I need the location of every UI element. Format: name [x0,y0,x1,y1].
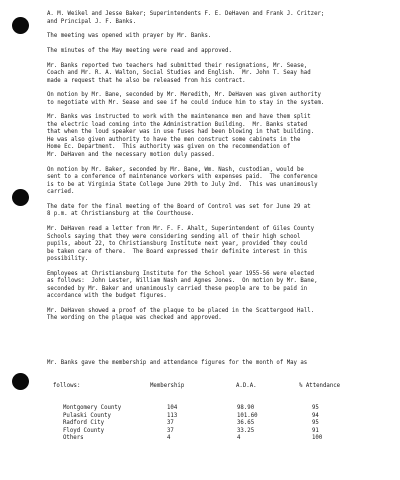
text-line: possibility. [47,256,89,262]
intro-continuation: follows: [53,382,81,389]
text-line: be taken care of there. The Board expressed their definite interest in this [47,248,308,255]
table-cell: 36.65 [237,420,255,427]
text-line: Schools saying that they were considering sending all of their high school [47,233,301,240]
table-cell: Radford City [63,420,105,427]
text-line: Home Ec. Department. This authority was given on the recommendation of [47,144,291,151]
text-line: 8 p.m. at Christiansburg at the Courthouse. [47,211,195,218]
text-line: The wording on the plaque was checked and approved. [47,315,222,322]
text-line: seconded by Mr. Baker and unanimously carried these people are to be paid in [47,285,308,292]
table-cell: 91 [312,427,319,434]
text-line: On motion by Mr. Bane, seconded by Mr. Meredith, Mr. DeHaven was given authority [47,92,321,99]
table-cell: 113 [167,412,178,419]
paragraph [47,114,397,159]
paragraph [47,167,397,197]
text-line: A. M. Weikel and Jesse Baker; Superintendents F. E. DeHaven and Frank J. Critzer; [47,11,325,17]
paragraph [47,33,397,41]
punch-hole [12,17,29,34]
text-line: accordance with the budget figures. [47,293,167,300]
paragraph [47,11,397,26]
text-line: The minutes of the May meeting were read and approved. [47,47,232,54]
table-cell: 33.25 [237,427,255,434]
table-cell: Floyd County [63,427,105,434]
table-cell: 4 [237,435,241,442]
text-line: Mr. Banks gave the membership and attendance figures for the month of May as [47,360,308,367]
paragraph [47,271,397,301]
text-line: the electric load coming into the Administration Building. Mr. Banks stated [47,121,308,128]
paragraph [47,63,397,86]
paragraph [47,92,397,107]
column-header: A.D.A. [236,382,257,389]
text-line: and Principal J. F. Banks. [47,18,137,25]
punch-hole [12,189,29,206]
table-row [47,435,397,443]
text-line: pupils, about 22, to Christiansburg Institute next year, provided they could [47,241,308,247]
text-line: Mr. DeHaven and the necessary motion duly passed. [47,151,215,158]
column-header: % Attendance [299,382,341,389]
text-line: He was also given authority to have the men construct some cabinets in the [47,136,301,143]
text-line: Coach and Mr. R. A. Walton, Social Studies and English. Mr. John T. Seay had [47,70,311,77]
paragraph [47,226,397,264]
text-line: The meeting was opened with prayer by Mr. Banks. [47,33,212,40]
punch-hole [12,373,29,390]
table-cell: 95 [312,405,319,412]
text-line: as follows: John Lester, William Nash and Agnes Jones. On motion by Mr. Bane, [47,278,318,285]
table-cell: 95 [312,420,319,427]
text-line: that when the loud speaker was in use fuses had been blowing in that building. [47,129,315,136]
table-cell: 37 [167,420,174,427]
table-cell: 100 [312,435,323,442]
table-header [47,383,397,391]
text-line: to negotiate with Mr. Sease and see if he could induce him to stay in the system. [47,99,325,106]
table-cell: Pulaski County [63,412,111,419]
paragraph [47,308,397,323]
table-cell: Montgomery County [63,405,122,412]
table-cell: 104 [167,405,178,412]
text-line: Mr. DeHaven read a letter from Mr. F. F. Ahalt, Superintendent of Giles County [47,226,315,232]
text-line: Employees at Christiansburg Institute for the School year 1955-56 were elected [47,270,315,277]
text-line: Mr. Banks was instructed to work with the maintenance men and have them split [47,114,311,121]
table-cell: 101.60 [237,412,258,419]
text-line: On motion by Mr. Baker, seconded by Mr. Bane, Wm. Nash, custodian, would be [47,166,304,173]
table-row [47,413,397,421]
attendance-section [47,345,397,458]
minutes-text [47,0,397,480]
text-line: is to be at Virginia State College June 29th to July 2nd. This was unanimously [47,181,318,188]
text-line: The date for the final meeting of the Board of Control was set for June 29 at [47,203,311,210]
text-line: made a request that he also be released from his contract. [47,77,246,84]
text-line: Mr. DeHaven showed a proof of the plaque to be placed in the Scattergood Hall. [47,307,315,314]
table-row [47,428,397,436]
table-row [47,405,397,413]
table-cell: 94 [312,412,319,419]
table-row [47,420,397,428]
table-cell: 98.90 [237,405,255,412]
table-cell: 37 [167,427,174,434]
column-header: Membership [150,382,185,389]
text-line: carried. [47,189,75,196]
paragraph [47,204,397,219]
table-cell: 4 [167,435,171,442]
text-line: sent to a conference of maintenance workers with expenses paid. The conference [47,174,318,181]
text-line: Mr. Banks reported two teachers had submitted their resignations, Mr. Sease, [47,62,308,69]
table-cell: Others [63,435,84,442]
paragraph [47,48,397,56]
